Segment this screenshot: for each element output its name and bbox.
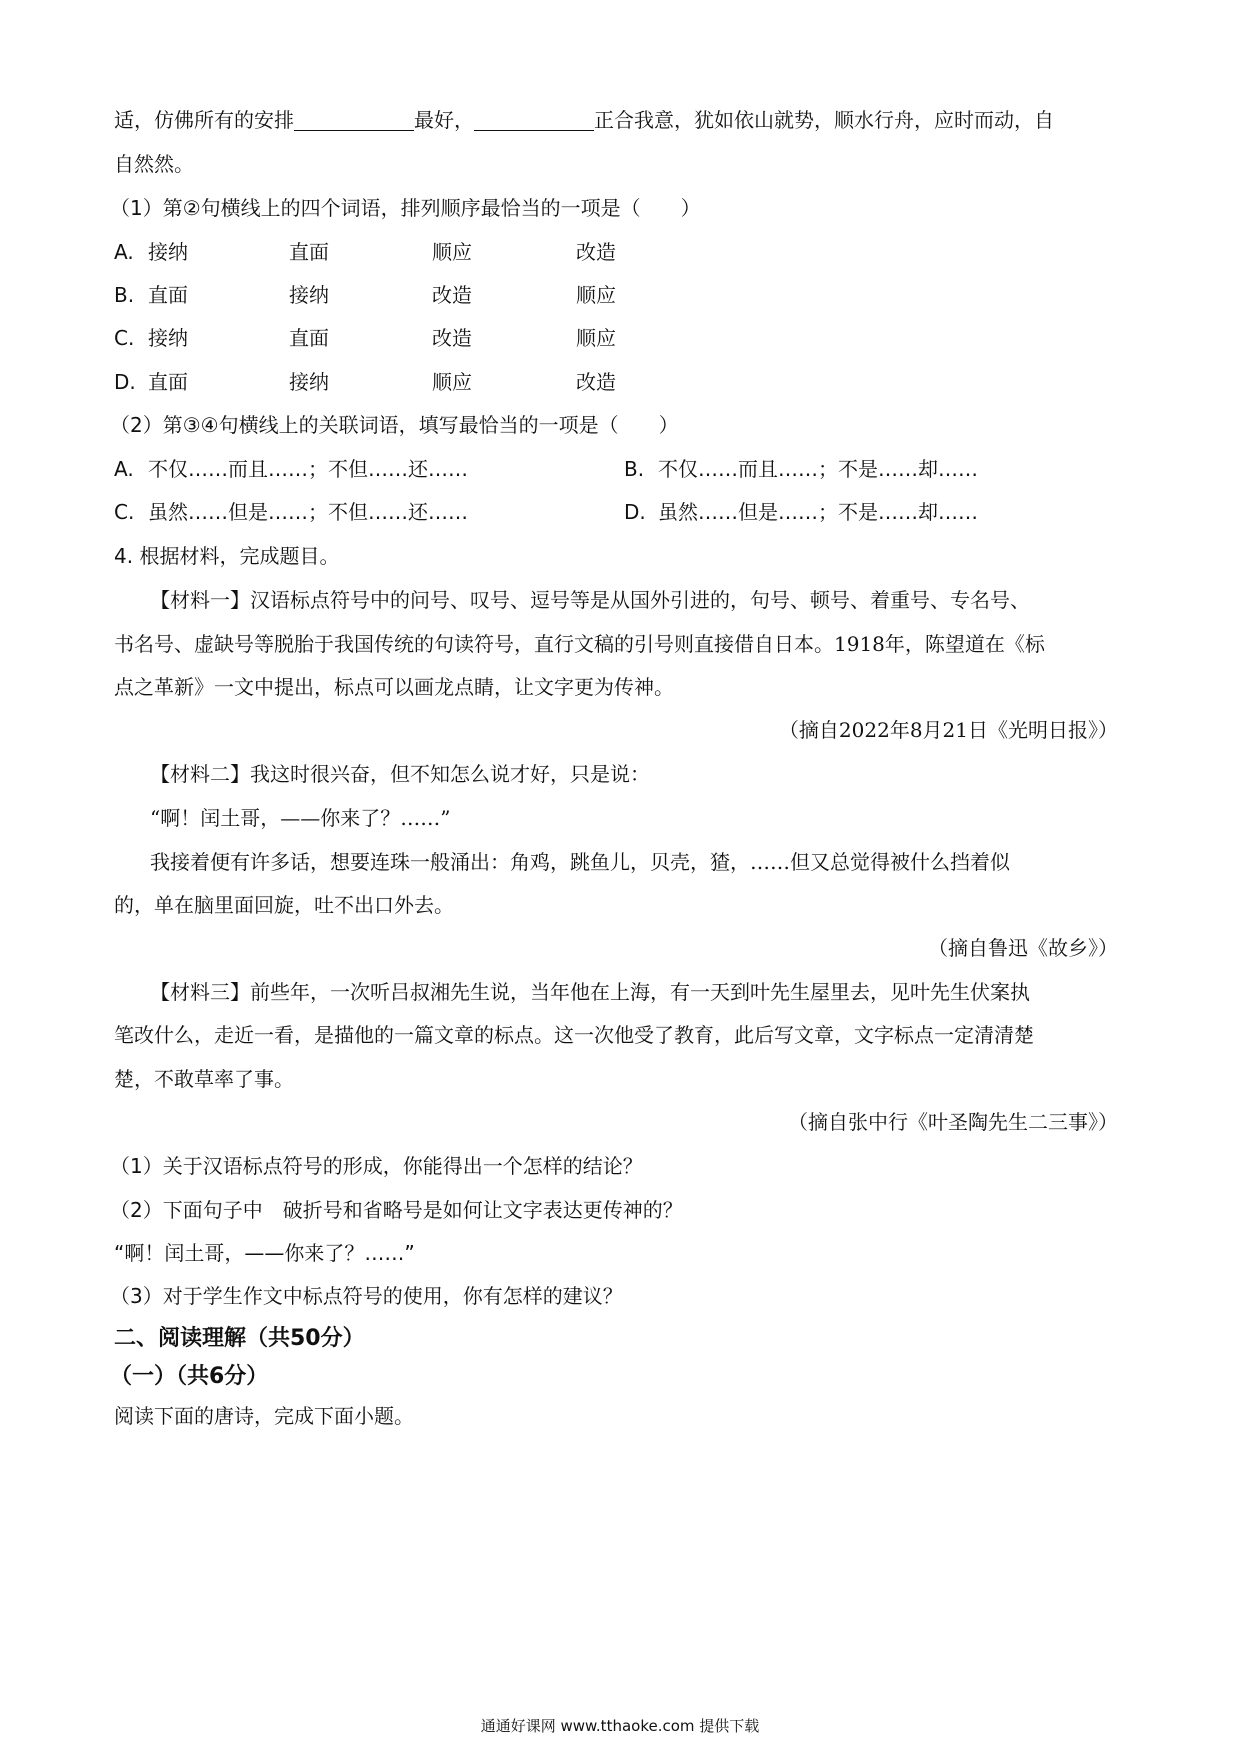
question-title: 4. 根据材料，完成题目。	[114, 544, 340, 568]
sub-question-2: （2）下面句子中 破折号和省略号是如何让文字表达更传神的？	[110, 1198, 683, 1222]
material-2-source: （摘自鲁迅《故乡》）	[928, 936, 1118, 960]
option-letter: A.	[114, 240, 134, 264]
material-1-line: 【材料一】汉语标点符号中的问号、叹号、逗号等是从国外引进的，句号、顿号、着重号、专名号、	[150, 588, 1030, 612]
option-word: 顺应	[576, 326, 616, 350]
fill-blank-2	[474, 110, 594, 131]
section-subheading: （一）（共6分）	[110, 1364, 269, 1389]
material-3-source: （摘自张中行《叶圣陶先生二三事》）	[788, 1110, 1118, 1134]
option-word: 直面	[148, 283, 188, 307]
option-letter: D.	[114, 370, 136, 394]
material-2-line: 我接着便有许多话，想要连珠一般涌出：角鸡，跳鱼儿，贝壳，猹，……但又总觉得被什么挡着似	[150, 850, 1010, 874]
material-2-line: 的，单在脑里面回旋，吐不出口外去。	[114, 893, 454, 917]
sub-question-2-quote: “啊！闰土哥，——你来了？……”	[114, 1241, 415, 1265]
passage-text-b: 最好，	[414, 108, 474, 132]
option-text: 不仅……而且……；不但……还……	[148, 457, 468, 481]
option-text: 不仅……而且……；不是……却……	[658, 457, 978, 481]
option-word: 顺应	[432, 240, 472, 264]
material-1-line: 点之革新》一文中提出，标点可以画龙点睛，让文字更为传神。	[114, 675, 674, 699]
question-stem: （1）第②句横线上的四个词语，排列顺序最恰当的一项是（ ）	[110, 196, 701, 220]
option-text: 虽然……但是……；不是……却……	[658, 500, 978, 524]
option-word: 接纳	[289, 370, 329, 394]
option-text: 虽然……但是……；不但……还……	[148, 500, 468, 524]
option-letter: B.	[624, 457, 645, 481]
material-2-quote: “啊！闰土哥，——你来了？……”	[150, 806, 451, 830]
option-word: 接纳	[148, 326, 188, 350]
section-heading: 二、阅读理解（共50分）	[114, 1326, 365, 1351]
option-word: 顺应	[432, 370, 472, 394]
option-word: 直面	[289, 326, 329, 350]
material-3-line: 笔改什么，走近一看，是描他的一篇文章的标点。这一次他受了教育，此后写文章，文字标点一定清清楚	[114, 1023, 1034, 1047]
option-word: 直面	[289, 240, 329, 264]
passage-line-2: 自然然。	[114, 152, 194, 176]
material-2-line: 【材料二】我这时很兴奋，但不知怎么说才好，只是说：	[150, 762, 650, 786]
sub-question-1: （1）关于汉语标点符号的形成，你能得出一个怎样的结论？	[110, 1154, 643, 1178]
option-letter: C.	[114, 500, 135, 524]
material-3-line: 【材料三】前些年，一次听吕叔湘先生说，当年他在上海，有一天到叶先生屋里去，见叶先生伏案执	[150, 980, 1030, 1004]
option-letter: A.	[114, 457, 134, 481]
option-word: 改造	[432, 283, 472, 307]
page-footer: 通通好课网 www.tthaoke.com 提供下载	[480, 1717, 760, 1735]
option-word: 接纳	[289, 283, 329, 307]
passage-text-c: 正合我意，犹如依山就势，顺水行舟，应时而动，自	[594, 108, 1054, 132]
option-word: 顺应	[576, 283, 616, 307]
section-intro: 阅读下面的唐诗，完成下面小题。	[114, 1404, 414, 1428]
option-letter: D.	[624, 500, 646, 524]
option-letter: C.	[114, 326, 135, 350]
material-3-line: 楚，不敢草率了事。	[114, 1067, 294, 1091]
fill-blank-1	[294, 110, 414, 131]
passage-text-a: 适，仿佛所有的安排	[114, 108, 294, 132]
option-word: 改造	[576, 370, 616, 394]
question-stem: （2）第③④句横线上的关联词语，填写最恰当的一项是（ ）	[110, 413, 679, 437]
material-1-line: 书名号、虚缺号等脱胎于我国传统的句读符号，直行文稿的引号则直接借自日本。1918年，陈望道在《标	[114, 632, 1045, 656]
option-word: 直面	[148, 370, 188, 394]
option-word: 改造	[432, 326, 472, 350]
material-1-source: （摘自2022年8月21日《光明日报》）	[778, 718, 1118, 742]
sub-question-3: （3）对于学生作文中标点符号的使用，你有怎样的建议？	[110, 1284, 623, 1308]
option-word: 接纳	[148, 240, 188, 264]
passage-line-1	[114, 106, 1054, 134]
option-word: 改造	[576, 240, 616, 264]
option-letter: B.	[114, 283, 135, 307]
